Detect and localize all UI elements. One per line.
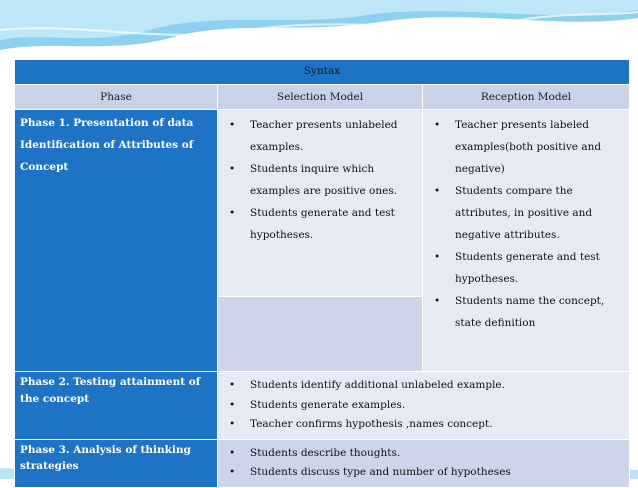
syntax-table — [14, 59, 630, 488]
list-item: • Teacher confirms hypothesis ,names concept. — [223, 415, 624, 435]
phase-1-label: Phase 1. Presentation of data Identification of Attributes of Concept — [15, 110, 218, 372]
phase-3-content-cell — [218, 439, 630, 487]
phase-1-selection-list — [223, 114, 417, 246]
list-item: • Students describe thoughts. — [223, 444, 624, 464]
list-item: • Teacher presents labeled examples(both positive and negative) — [428, 114, 624, 180]
phase-2-content-cell — [218, 372, 630, 440]
phase-1-reception-cell — [423, 110, 630, 372]
phase-1-selection-empty-cell — [218, 297, 423, 372]
list-item: • Students discuss type and number of hypotheses — [223, 463, 624, 483]
list-item: • Students inquire which examples are positive ones. — [223, 158, 417, 202]
list-item: • Students identify additional unlabeled example. — [223, 376, 624, 396]
list-item: • Students generate and test hypotheses. — [428, 246, 624, 290]
list-item: • Students name the concept, state definition — [428, 290, 624, 334]
phase-3-list — [223, 444, 624, 483]
column-header-reception-model: Reception Model — [423, 85, 630, 110]
list-item: • Teacher presents unlabeled examples. — [223, 114, 417, 158]
list-item: • Students compare the attributes, in positive and negative attributes. — [428, 180, 624, 246]
list-item: • Students generate and test hypotheses. — [223, 202, 417, 246]
phase-1-reception-list — [428, 114, 624, 334]
column-header-selection-model: Selection Model — [218, 85, 423, 110]
phase-3-label: Phase 3. Analysis of thinking strategies — [15, 439, 218, 487]
table-title: Syntax — [15, 60, 630, 85]
column-header-phase: Phase — [15, 85, 218, 110]
wave-banner-top — [0, 0, 638, 60]
phase-2-label: Phase 2. Testing attainment of the concept — [15, 372, 218, 440]
phase-1-selection-cell — [218, 110, 423, 297]
list-item: • Students generate examples. — [223, 396, 624, 416]
phase-2-list — [223, 376, 624, 435]
